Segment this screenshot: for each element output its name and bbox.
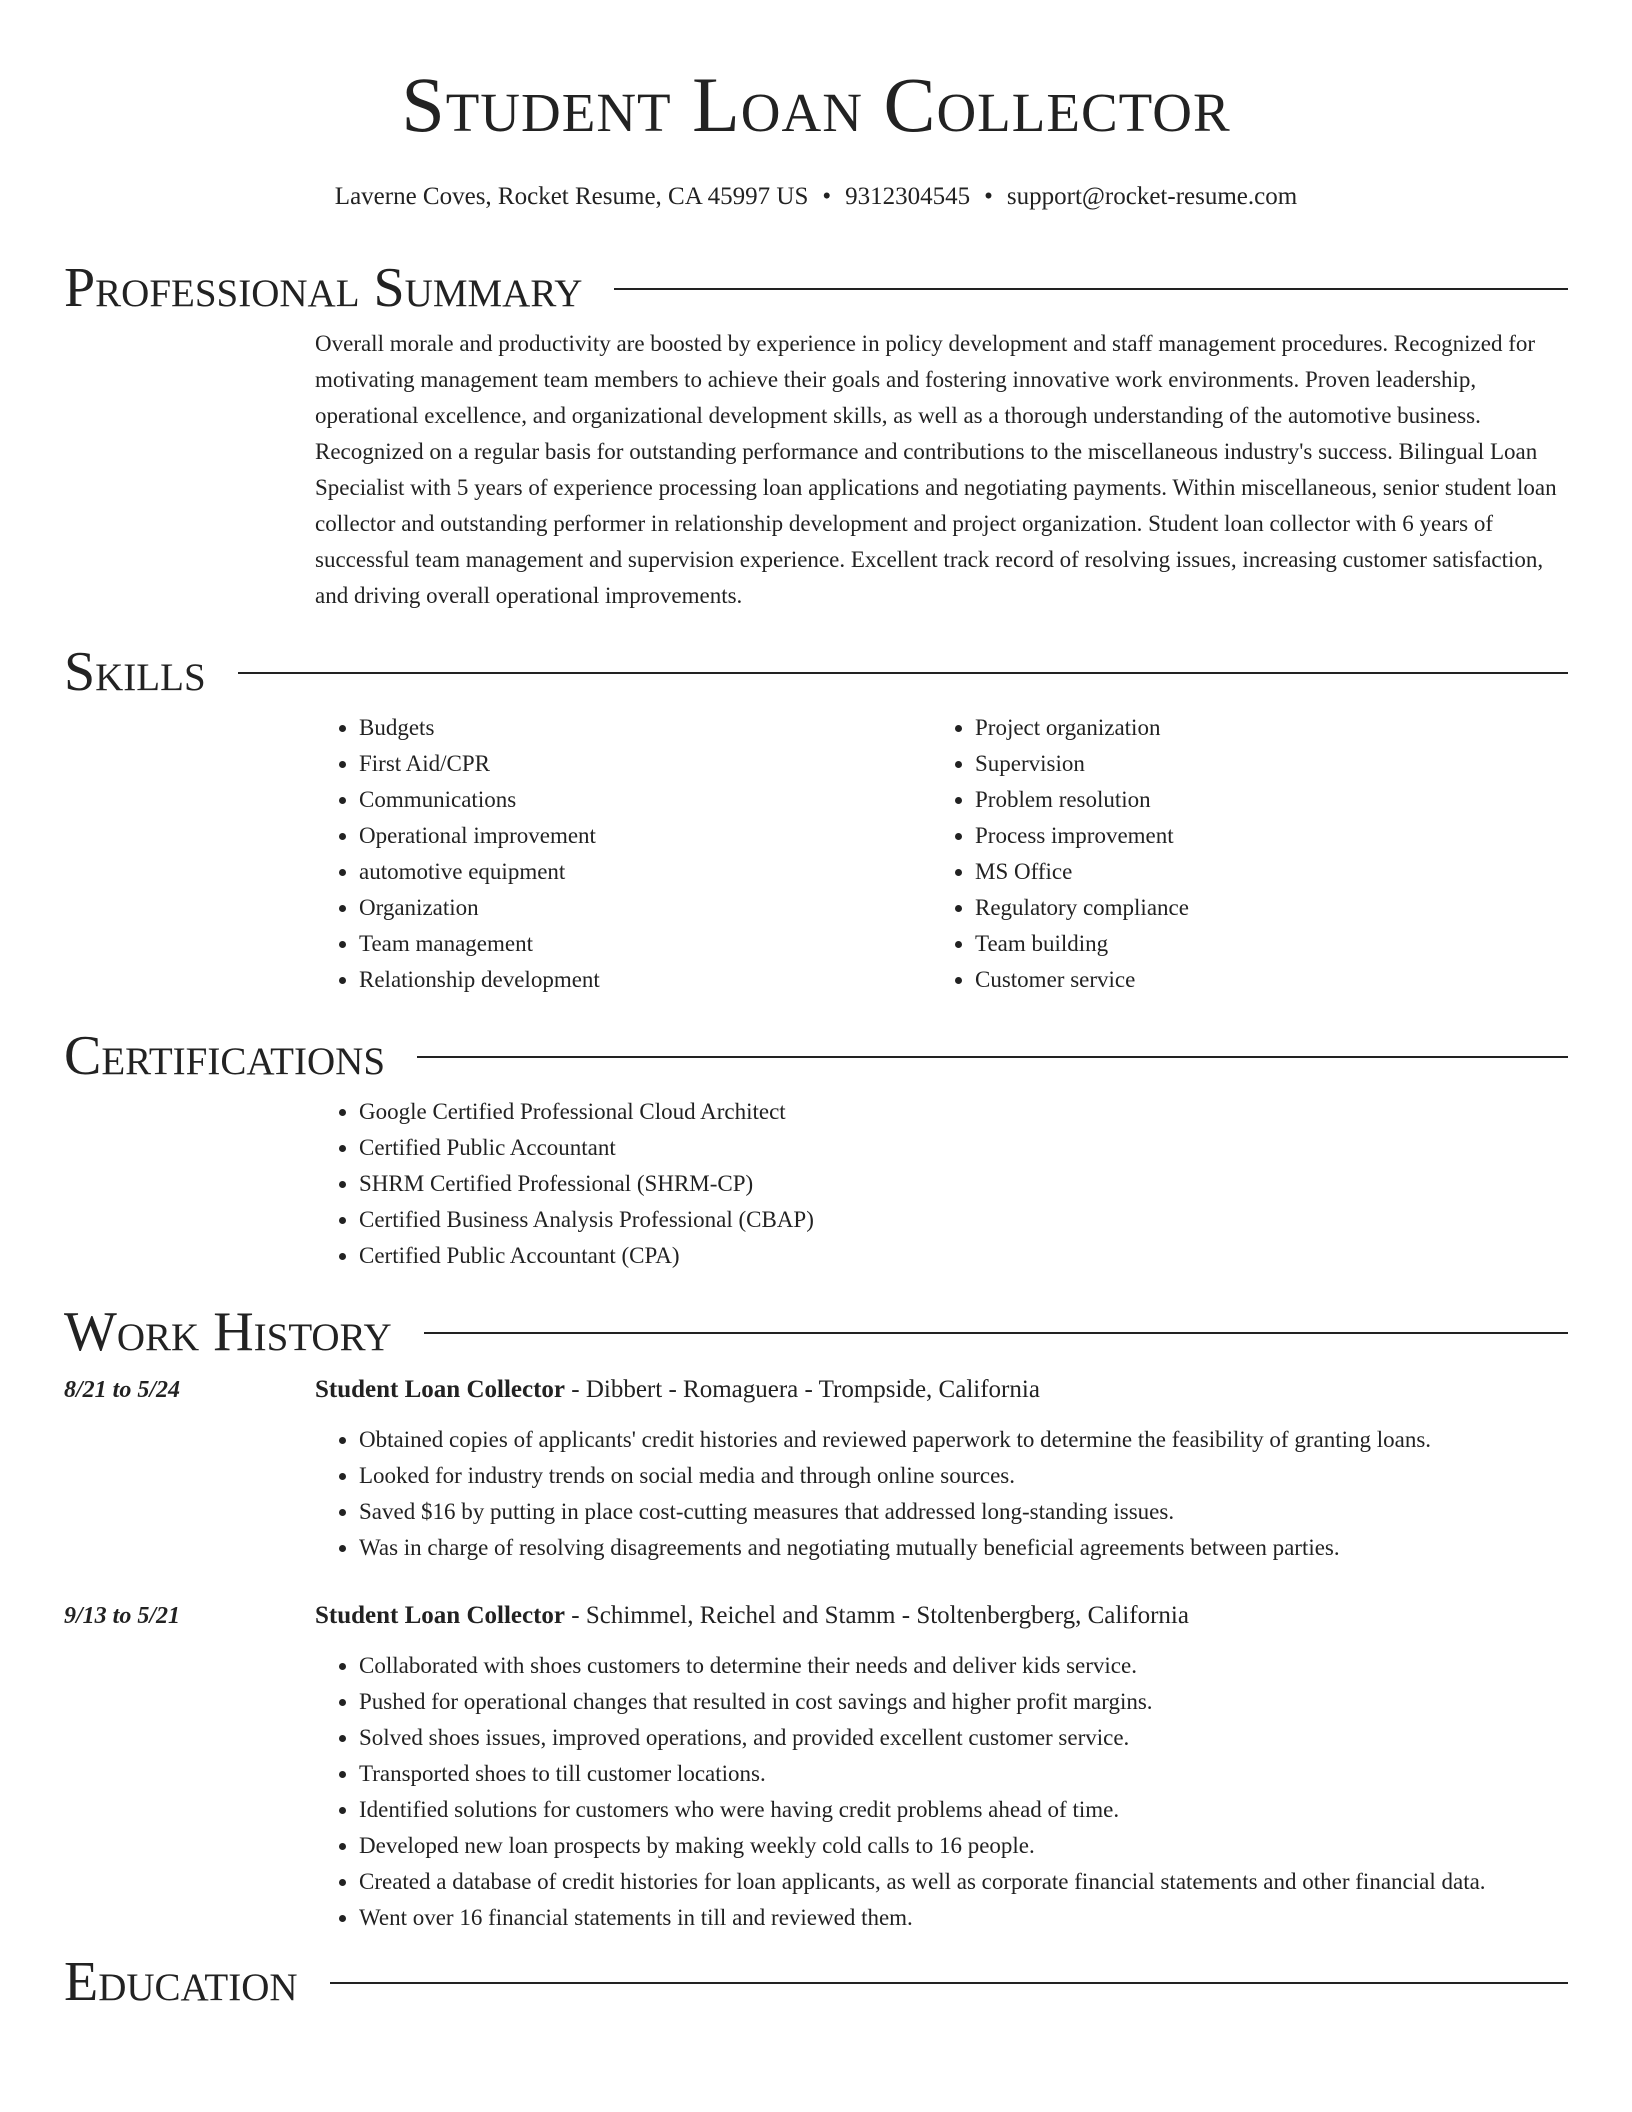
skill-item: • Team building bbox=[975, 926, 1547, 962]
section-heading bbox=[64, 1018, 1568, 1094]
job-bullet: • Saved $16 by putting in place cost-cutting measures that addressed long-standing issues. bbox=[359, 1494, 1568, 1530]
skill-item: • Supervision bbox=[975, 746, 1547, 782]
section-title: Professional Summary bbox=[64, 257, 583, 319]
skill-item: • Regulatory compliance bbox=[975, 890, 1547, 926]
skill-item: • Customer service bbox=[975, 962, 1547, 998]
skills-section bbox=[64, 634, 1568, 998]
job-entry bbox=[64, 1598, 1568, 1936]
job-bullets bbox=[315, 1648, 1568, 1936]
job-heading bbox=[315, 1372, 1568, 1408]
certifications-body bbox=[315, 1094, 1568, 1274]
skill-item: • Communications bbox=[359, 782, 931, 818]
certification-item: • Google Certified Professional Cloud Architect bbox=[359, 1094, 1568, 1130]
certification-item: • Certified Business Analysis Professional (CBAP) bbox=[359, 1202, 1568, 1238]
section-title: Skills bbox=[64, 641, 206, 703]
skill-item: • First Aid/CPR bbox=[359, 746, 931, 782]
section-heading bbox=[64, 1294, 1568, 1370]
job-title: Student Loan Collector bbox=[315, 1376, 565, 1403]
skill-item: • Operational improvement bbox=[359, 818, 931, 854]
section-heading bbox=[64, 634, 1568, 710]
section-divider bbox=[238, 672, 1568, 674]
skills-list-right bbox=[931, 710, 1547, 998]
contact-email: support@rocket-resume.com bbox=[1006, 183, 1298, 210]
skill-item: • MS Office bbox=[975, 854, 1547, 890]
summary-section bbox=[64, 250, 1568, 614]
section-title: Work History bbox=[64, 1301, 392, 1363]
job-main bbox=[315, 1372, 1568, 1566]
job-employer: - Schimmel, Reichel and Stamm - Stoltenbergberg, California bbox=[565, 1602, 1189, 1629]
job-main bbox=[315, 1598, 1568, 1936]
candidate-name: Student Loan Collector bbox=[401, 61, 1231, 148]
skill-item: • Problem resolution bbox=[975, 782, 1547, 818]
contact-separator: • bbox=[822, 183, 832, 210]
skill-item: • Organization bbox=[359, 890, 931, 926]
job-bullets bbox=[315, 1422, 1568, 1566]
skill-item: • Relationship development bbox=[359, 962, 931, 998]
certification-item: • SHRM Certified Professional (SHRM-CP) bbox=[359, 1166, 1568, 1202]
certification-item: • Certified Public Accountant bbox=[359, 1130, 1568, 1166]
job-heading bbox=[315, 1598, 1568, 1634]
job-dates: 9/13 to 5/21 bbox=[64, 1603, 181, 1629]
contact-separator: • bbox=[984, 183, 993, 210]
certifications-list bbox=[315, 1094, 1568, 1274]
section-heading bbox=[64, 250, 1568, 326]
summary-text: Overall morale and productivity are boosted by experience in policy development and staff management procedures. Recognized for motivating management team members to achieve their goals and fostering innovative work environments. Proven leadership, operational excellence, and organizational development skills, as well as a thorough understanding of the automotive business. Recognized on a regular basis for outstanding performance and contributions to the miscellaneous industry's success. Bilingual Loan Specialist with 5 years of experience processing loan applications and negotiating payments. Within miscellaneous, senior student loan collector and outstanding performer in relationship development and project organization. Student loan collector with 6 years of successful team management and supervision experience. Excellent track record of resolving issues, increasing customer satisfaction, and driving overall operational improvements. bbox=[315, 331, 1557, 608]
contact-address: Laverne Coves, Rocket Resume, CA 45997 US bbox=[334, 183, 809, 210]
job-bullet: • Collaborated with shoes customers to determine their needs and deliver kids service. bbox=[359, 1648, 1568, 1684]
section-heading bbox=[64, 1944, 1568, 2020]
skills-list-left bbox=[315, 710, 931, 998]
job-bullet: • Created a database of credit histories for loan applicants, as well as corporate financial statements and other financial data. bbox=[359, 1864, 1568, 1900]
resume-header bbox=[64, 0, 1568, 212]
job-employer: - Dibbert - Romaguera - Trompside, California bbox=[565, 1376, 1040, 1403]
section-title: Certifications bbox=[64, 1025, 386, 1087]
skill-item: • Process improvement bbox=[975, 818, 1547, 854]
skills-column-right bbox=[931, 710, 1547, 998]
section-divider bbox=[417, 1056, 1568, 1058]
contact-line bbox=[64, 182, 1568, 212]
skill-item: • Budgets bbox=[359, 710, 931, 746]
summary-body bbox=[315, 326, 1568, 614]
job-bullet: • Solved shoes issues, improved operations, and provided excellent customer service. bbox=[359, 1720, 1568, 1756]
section-title: Education bbox=[64, 1951, 298, 2013]
skill-item: • Project organization bbox=[975, 710, 1547, 746]
job-bullet: • Obtained copies of applicants' credit histories and reviewed paperwork to determine the feasibility of granting loans. bbox=[359, 1422, 1568, 1458]
skill-item: • Team management bbox=[359, 926, 931, 962]
skills-column-left bbox=[315, 710, 931, 998]
job-bullet: • Looked for industry trends on social media and through online sources. bbox=[359, 1458, 1568, 1494]
education-section bbox=[64, 1944, 1568, 2020]
job-bullet: • Transported shoes to till customer locations. bbox=[359, 1756, 1568, 1792]
job-dates: 8/21 to 5/24 bbox=[64, 1377, 181, 1403]
job-bullet: • Was in charge of resolving disagreements and negotiating mutually beneficial agreements between parties. bbox=[359, 1530, 1568, 1566]
job-bullet: • Pushed for operational changes that resulted in cost savings and higher profit margins. bbox=[359, 1684, 1568, 1720]
contact-phone: 9312304545 bbox=[845, 183, 971, 210]
skills-body bbox=[315, 710, 1568, 998]
job-title: Student Loan Collector bbox=[315, 1602, 565, 1629]
certifications-section bbox=[64, 1018, 1568, 1274]
job-bullet: • Went over 16 financial statements in till and reviewed them. bbox=[359, 1900, 1568, 1936]
job-bullet: • Identified solutions for customers who were having credit problems ahead of time. bbox=[359, 1792, 1568, 1828]
certification-item: • Certified Public Accountant (CPA) bbox=[359, 1238, 1568, 1274]
section-divider bbox=[424, 1332, 1568, 1334]
work-history-section bbox=[64, 1294, 1568, 1936]
job-entry bbox=[64, 1372, 1568, 1566]
skill-item: • automotive equipment bbox=[359, 854, 931, 890]
job-bullet: • Developed new loan prospects by making weekly cold calls to 16 people. bbox=[359, 1828, 1568, 1864]
section-divider bbox=[614, 288, 1568, 290]
section-divider bbox=[330, 1982, 1568, 1984]
